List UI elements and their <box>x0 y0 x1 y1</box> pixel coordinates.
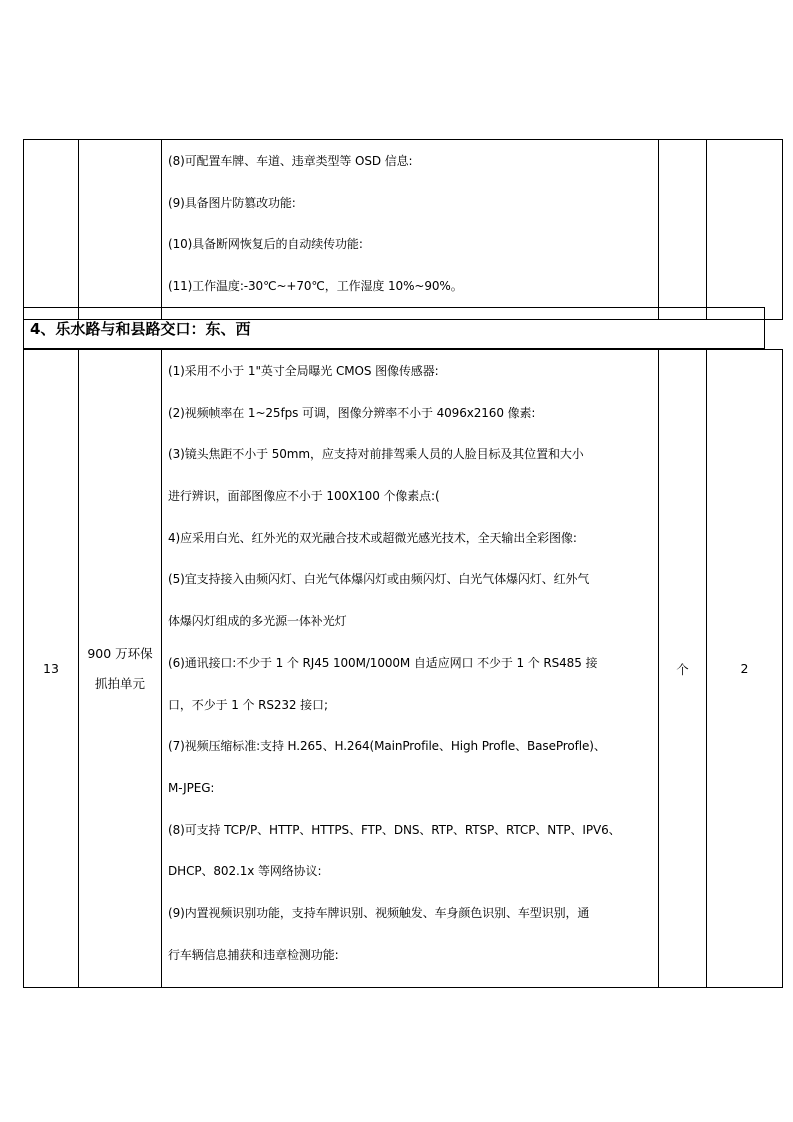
spec-line: (10)具备断网恢复后的自动续传功能: <box>168 237 363 252</box>
table-row <box>24 140 783 320</box>
spec-cell <box>162 350 659 988</box>
spec-line: (6)通讯接口:不少于 1 个 RJ45 100M/1000M 自适应网口 不少于 1 个 RS485 接 <box>168 655 598 670</box>
spec-line: M-JPEG: <box>168 780 215 795</box>
spec-line: 体爆闪灯组成的多光源一体补光灯 <box>168 614 347 629</box>
spec-line: (9)具备图片防篡改功能: <box>168 195 296 210</box>
item-name <box>79 350 162 988</box>
spec-line: (1)采用不小于 1"英寸全局曝光 CMOS 图像传感器: <box>168 364 439 378</box>
spec-line: (8)可配置车牌、车道、违章类型等 OSD 信息: <box>168 154 413 168</box>
spec-line: (2)视频帧率在 1~25fps 可调，图像分辨率不小于 4096x2160 像素: <box>168 405 536 420</box>
spec-cell <box>162 140 659 320</box>
item-quantity: 2 <box>707 350 783 988</box>
spec-line: 4)应采用白光、红外光的双光融合技术或超微光感光技术，全天输出全彩图像: <box>168 530 577 545</box>
qty-cell <box>707 140 783 320</box>
spec-line: 进行辨识，面部图像应不小于 100X100 个像素点:( <box>168 489 440 504</box>
item-name-line: 900 万环保 <box>87 645 153 661</box>
spec-line: (5)宜支持接入由频闪灯、白光气体爆闪灯或由频闪灯、白光气体爆闪灯、红外气 <box>168 572 590 587</box>
table-row <box>24 308 765 349</box>
spec-table <box>23 349 783 988</box>
item-unit: 个 <box>659 350 707 988</box>
spec-line: (3)镜头焦距不小于 50mm，应支持对前排驾乘人员的人脸目标及其位置和大小 <box>168 447 584 462</box>
spec-line: (7)视频压缩标准:支持 H.265、H.264(MainProfile、High Profle、BaseProfle)、 <box>168 739 606 754</box>
unit-cell <box>659 140 707 320</box>
spec-table-continued <box>23 139 783 320</box>
spec-line: (9)内置视频识别功能，支持车牌识别、视频触发、车身颜色识别、车型识别，通 <box>168 905 590 920</box>
name-cell <box>79 140 162 320</box>
section-header-table <box>23 307 765 349</box>
spec-line: (8)可支持 TCP/P、HTTP、HTTPS、FTP、DNS、RTP、RTSP、RTCP、NTP、IPV6、 <box>168 822 621 837</box>
spec-line: DHCP、802.1x 等网络协议: <box>168 864 322 879</box>
item-name-line: 抓拍单元 <box>94 675 145 691</box>
spec-line: 口，不少于 1 个 RS232 接口; <box>168 697 328 712</box>
section-title: 4、乐水路与和县路交口：东、西 <box>24 308 765 349</box>
spec-line: 行车辆信息捕获和违章检测功能: <box>168 947 339 962</box>
no-cell <box>24 140 79 320</box>
item-number: 13 <box>24 350 79 988</box>
table-row <box>24 350 783 988</box>
spec-line: (11)工作温度:-30℃~+70℃，工作湿度 10%~90%。 <box>168 279 463 294</box>
